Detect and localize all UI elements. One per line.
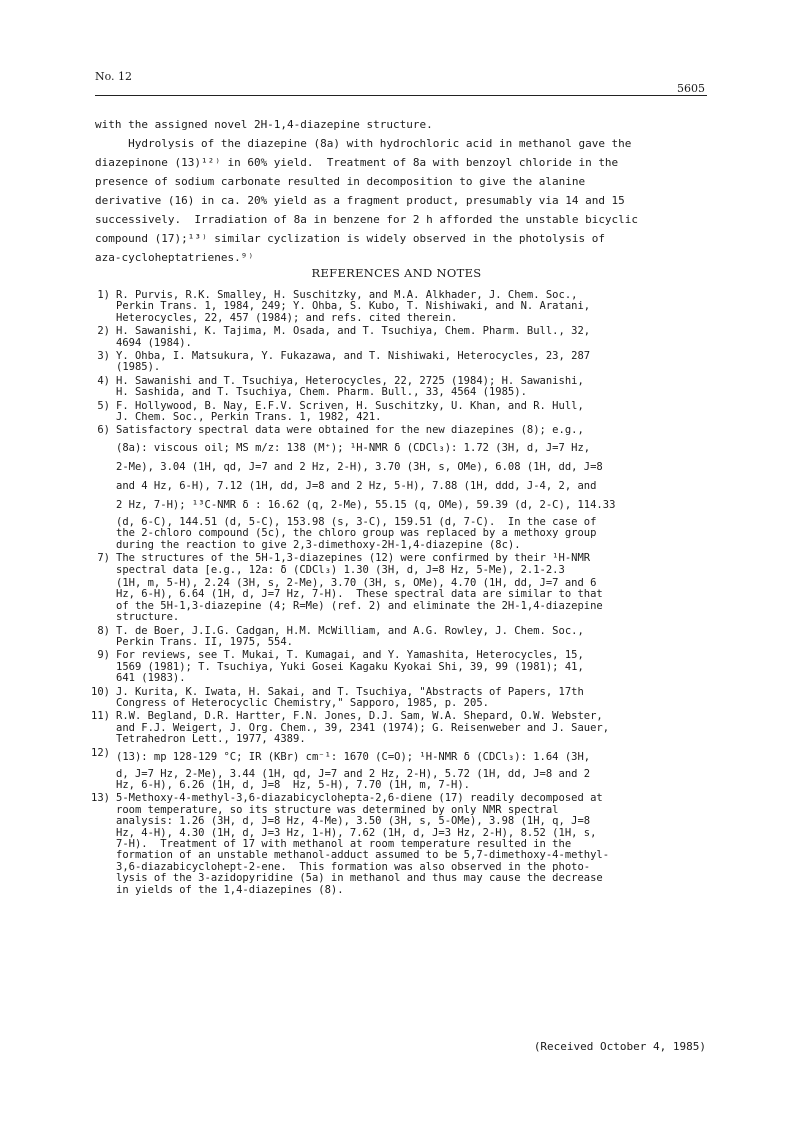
references-list xyxy=(86,290,711,898)
reference-item xyxy=(86,553,711,576)
reference-item xyxy=(86,439,711,515)
reference-number: 6) xyxy=(97,424,110,437)
reference-number: 8) xyxy=(97,624,110,637)
reference-text: F. Hollywood, B. Nay, E.F.V. Scriven, H. Suschitzky, U. Khan, and R. Hull, J. Chem. Soc., Perkin Trans. 1, 1982, 421. xyxy=(116,399,584,424)
reference-item xyxy=(86,290,711,324)
reference-item xyxy=(86,425,711,436)
reference-item xyxy=(86,711,711,745)
reference-number: 3) xyxy=(97,350,110,363)
reference-item xyxy=(86,793,711,896)
reference-text: Satisfactory spectral data were obtained for the new diazepines (8); e.g., xyxy=(116,424,584,437)
reference-number: 12) xyxy=(91,746,110,759)
reference-text: The structures of the 5H-1,3-diazepines (12) were confirmed by their ¹H-NMR spectral data [e.g., 12a: δ (CDCl₃) 1.30 (3H, d, J=8 Hz, 5-Me), 2.1-2.3 xyxy=(116,552,591,576)
reference-text: For reviews, see T. Mukai, T. Kumagai, and Y. Yamashita, Heterocycles, 15, 1569 (1981); T. Tsuchiya, Yuki Gosei Kagaku Kyokai Shi, 39, 99 (1981); 41, 641 (1983). xyxy=(116,649,584,685)
reference-item xyxy=(86,626,711,649)
body-line: with the assigned novel 2H-1,4-diazepine structure. xyxy=(95,118,433,131)
reference-number: 4) xyxy=(97,374,110,387)
reference-item xyxy=(86,769,711,792)
header-rule xyxy=(95,95,707,96)
reference-text: Y. Ohba, I. Matsukura, Y. Fukazawa, and T. Nishiwaki, Heterocycles, 23, 287 (1985). xyxy=(116,350,591,374)
reference-text: J. Kurita, K. Iwata, H. Sakai, and T. Tsuchiya, "Abstracts of Papers, 17th Congress of Heterocyclic Chemistry," Sapporo, 1985, p. 205. xyxy=(116,685,584,709)
reference-text: H. Sawanishi and T. Tsuchiya, Heterocycles, 22, 2725 (1984); H. Sawanishi, H. Sashida, and T. Tsuchiya, Chem. Pharm. Bull., 33, 4564 (1985). xyxy=(116,374,584,399)
reference-item xyxy=(86,650,711,684)
reference-number: 7) xyxy=(97,552,110,565)
reference-text: 5-Methoxy-4-methyl-3,6-diazabicyclohepta-2,6-diene (17) readily decomposed at room temperature, so its structure was determined by only NMR spectral analysis: 1.26 (3H, d, J=8 Hz, 4-Me), 3.50 (3H, s, 5-OMe), 3.98 (1H, q, J=8 Hz, 4-H), 4.30 (1H, d, J=3 Hz, 1-H), 7.62 (1H, d, J=3 Hz, 2-H), 8.52 (1H, s, 7-H). Treatment of 17 with methanol at room temperature resulted in the formation of an unstable methanol-adduct assumed to be 5,7-dimethoxy-4-methyl- 3,6-diazabicyclohept-2-ene. This formation was also observed in the photo- lysis of the 3-azidopyridine (5a) in methanol and thus may cause the decrease in yields of the 1,4-diazepines (8). xyxy=(116,792,610,896)
reference-item xyxy=(86,687,711,710)
reference-item xyxy=(86,517,711,551)
reference-text: (1H, m, 5-H), 2.24 (3H, s, 2-Me), 3.70 (3H, s, OMe), 4.70 (1H, dd, J=7 and 6 Hz, 6-H), 6.64 (1H, d, J=7 Hz, 7-H). These spectral data are similar to that of the 5H-1,3-diazepine (4; R=Me) (ref. 2) and eliminate the 2H-1,4-diazepine structure. xyxy=(116,576,603,624)
reference-item xyxy=(86,326,711,349)
body-line: diazepinone (13)¹²⁾ in 60% yield. Treatment of 8a with benzoyl chloride in the xyxy=(95,156,619,169)
reference-text: d, J=7 Hz, 2-Me), 3.44 (1H, qd, J=7 and 2 Hz, 2-H), 5.72 (1H, dd, J=8 and 2 Hz, 6-H), 6.26 (1H, d, J=8 Hz, 5-H), 7.70 (1H, m, 7-H). xyxy=(116,767,591,791)
reference-number: 5) xyxy=(97,399,110,412)
reference-text: T. de Boer, J.I.G. Cadgan, H.M. McWilliam, and A.G. Rowley, J. Chem. Soc., Perkin Trans. II, 1975, 554. xyxy=(116,624,584,648)
reference-text: (8a): viscous oil; MS m/z: 138 (M⁺); ¹H-NMR δ (CDCl₃): 1.72 (3H, d, J=7 Hz, 2-Me), 3.04 (1H, qd, J=7 and 2 Hz, 2-H), 3.70 (3H, s, OMe), 6.08 (1H, dd, J=8 and 4 Hz, 6-H), 7.12 (1H, dd, J=8 and 2 Hz, 5-H), 7.88 (1H, ddd, J-4, 2, and 2 Hz, 7-H); ¹³C-NMR δ : 16.62 (q, 2-Me), 55.15 (q, OMe), 59.39 (d, 2-C), 114.33 xyxy=(116,441,616,511)
reference-number: 10) xyxy=(91,685,110,698)
issue-number: No. 12 xyxy=(95,70,133,83)
reference-number: 1) xyxy=(97,289,110,301)
body-line: presence of sodium carbonate resulted in decomposition to give the alanine xyxy=(95,175,586,188)
body-line: aza-cycloheptatrienes.⁹⁾ xyxy=(95,251,254,264)
reference-item xyxy=(86,578,711,624)
body-line: Hydrolysis of the diazepine (8a) with hydrochloric acid in methanol gave the xyxy=(95,137,632,150)
body-paragraph xyxy=(95,115,707,267)
reference-number: 2) xyxy=(97,325,110,338)
reference-item xyxy=(86,401,711,424)
reference-text: R.W. Begland, D.R. Hartter, F.N. Jones, D.J. Sam, W.A. Shepard, O.W. Webster, and F.J. Weigert, J. Org. Chem., 39, 2341 (1974); G. Reisenweber and J. Sauer, Tetrahedron Lett., 1977, 4389. xyxy=(116,710,610,746)
references-heading: REFERENCES AND NOTES xyxy=(311,266,482,280)
reference-number: 13) xyxy=(91,792,110,805)
reference-item xyxy=(86,748,711,767)
body-line: successively. Irradiation of 8a in benzene for 2 h afforded the unstable bicyclic xyxy=(95,213,639,226)
reference-text: (d, 6-C), 144.51 (d, 5-C), 153.98 (s, 3-C), 159.51 (d, 7-C). In the case of the 2-chloro compound (5c), the chloro group was replaced by a methoxy group during the reaction to give 2,3-dimethoxy-2H-1,4-diazepine (8c). xyxy=(116,515,597,551)
reference-item xyxy=(86,351,711,374)
reference-number: 11) xyxy=(91,710,110,723)
reference-text: R. Purvis, R.K. Smalley, H. Suschitzky, and M.A. Alkhader, J. Chem. Soc., Perkin Trans. 1, 1984, 249; Y. Ohba, S. Kubo, T. Nishiwaki, and N. Aratani, Heterocycles, 22, 457 (1984); and refs. cited therein. xyxy=(116,289,591,324)
reference-number: 9) xyxy=(97,649,110,662)
received-date: (Received October 4, 1985) xyxy=(533,1040,706,1053)
page-header xyxy=(95,70,707,94)
reference-item xyxy=(86,376,711,399)
page-number: 5605 xyxy=(677,82,705,95)
reference-text: H. Sawanishi, K. Tajima, M. Osada, and T. Tsuchiya, Chem. Pharm. Bull., 32, 4694 (1984). xyxy=(116,325,591,349)
body-line: compound (17);¹³⁾ similar cyclization is widely observed in the photolysis of xyxy=(95,232,605,245)
reference-text: (13): mp 128-129 °C; IR (KBr) cm⁻¹: 1670 (C=O); ¹H-NMR δ (CDCl₃): 1.64 (3H, xyxy=(116,750,591,763)
body-line: derivative (16) in ca. 20% yield as a fragment product, presumably via 14 and 15 xyxy=(95,194,625,207)
